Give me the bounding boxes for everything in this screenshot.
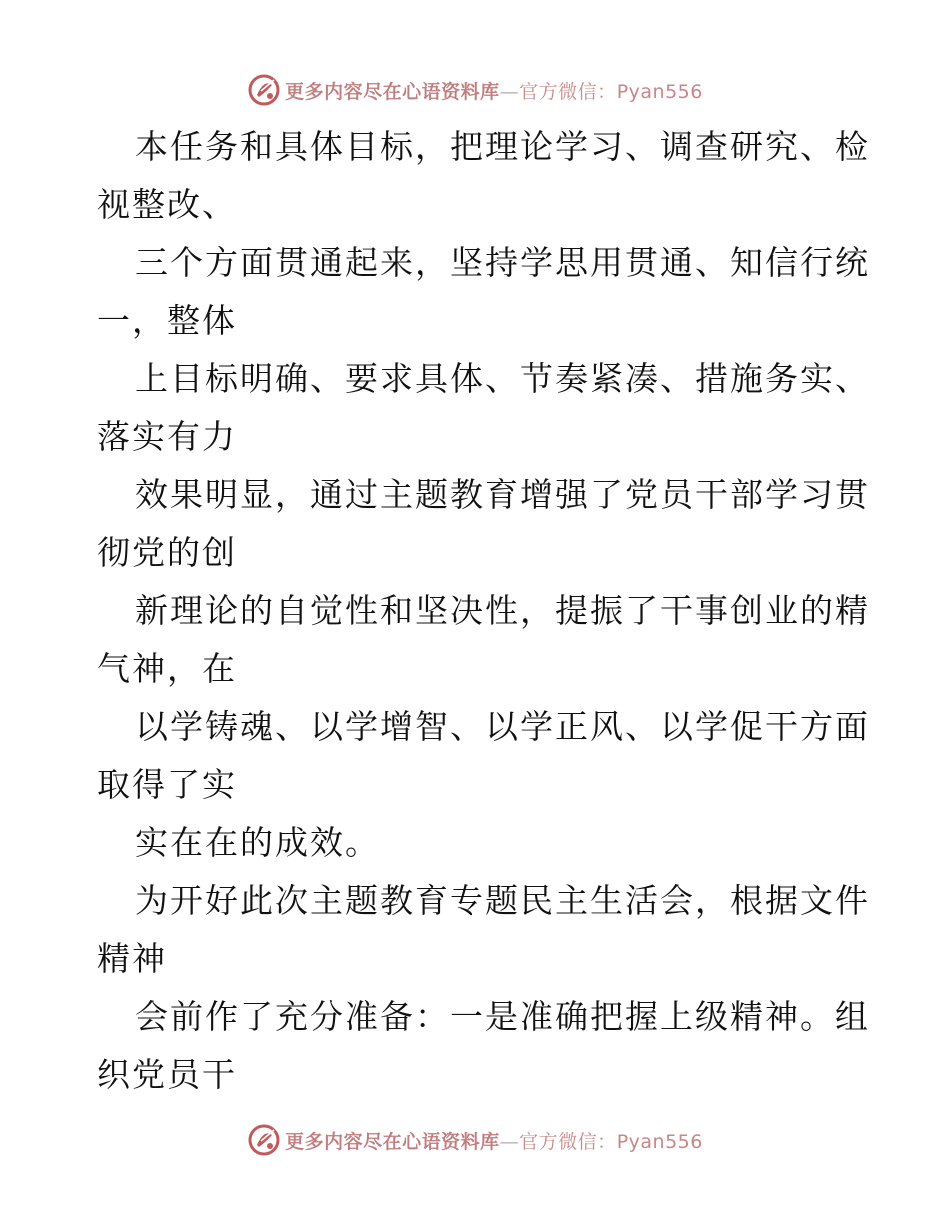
paragraph-line: 以学铸魂、以学增智、以学正风、以学促干方面 bbox=[135, 707, 870, 746]
seal-logo-icon bbox=[247, 1123, 281, 1157]
paragraph bbox=[97, 698, 870, 814]
paragraph-line: 落实有力 bbox=[97, 417, 237, 456]
watermark-text bbox=[285, 1127, 703, 1154]
document-body bbox=[97, 118, 870, 1104]
paragraph-line: 会前作了充分准备：一是准确把握上级精神。组 bbox=[135, 997, 870, 1036]
watermark-text bbox=[285, 77, 703, 104]
paragraph-line: 取得了实 bbox=[97, 765, 237, 804]
paragraph bbox=[97, 814, 857, 872]
seal-logo-icon bbox=[247, 73, 281, 107]
paragraph bbox=[97, 234, 870, 350]
watermark-separator: — bbox=[499, 1130, 520, 1153]
paragraph-line: 本任务和具体目标，把理论学习、调查研究、检 bbox=[135, 127, 870, 166]
paragraph bbox=[97, 872, 870, 988]
paragraph-line: 视整改、 bbox=[97, 185, 237, 224]
paragraph-line: 气神，在 bbox=[97, 649, 237, 688]
watermark-wechat-label: 官方微信： bbox=[519, 1130, 617, 1153]
paragraph-line: 织党员干 bbox=[97, 1055, 237, 1094]
paragraph-line: 精神 bbox=[97, 939, 167, 978]
paragraph bbox=[97, 466, 870, 582]
paragraph-line: 新理论的自觉性和坚决性，提振了干事创业的精 bbox=[135, 591, 870, 630]
paragraph-line: 上目标明确、要求具体、节奏紧凑、措施务实、 bbox=[135, 359, 870, 398]
paragraph bbox=[97, 582, 870, 698]
watermark-wechat-label: 官方微信： bbox=[519, 80, 617, 103]
watermark-wechat-id: Pyan556 bbox=[616, 80, 703, 103]
watermark-separator: — bbox=[499, 80, 520, 103]
paragraph-line: 为开好此次主题教育专题民主生活会，根据文件 bbox=[135, 881, 870, 920]
footer-watermark bbox=[0, 1120, 950, 1160]
paragraph-line: 效果明显，通过主题教育增强了党员干部学习贯 bbox=[135, 475, 870, 514]
paragraph-line: 实在在的成效。 bbox=[135, 823, 380, 862]
header-watermark bbox=[0, 70, 950, 110]
watermark-brand: 更多内容尽在心语资料库 bbox=[285, 80, 500, 103]
paragraph bbox=[97, 350, 870, 466]
watermark-brand: 更多内容尽在心语资料库 bbox=[285, 1130, 500, 1153]
paragraph-line: 三个方面贯通起来，坚持学思用贯通、知信行统 bbox=[135, 243, 870, 282]
paragraph bbox=[97, 988, 870, 1104]
paragraph-line: 一，整体 bbox=[97, 301, 237, 340]
paragraph-line: 彻党的创 bbox=[97, 533, 237, 572]
watermark-wechat-id: Pyan556 bbox=[616, 1130, 703, 1153]
paragraph bbox=[97, 118, 870, 234]
